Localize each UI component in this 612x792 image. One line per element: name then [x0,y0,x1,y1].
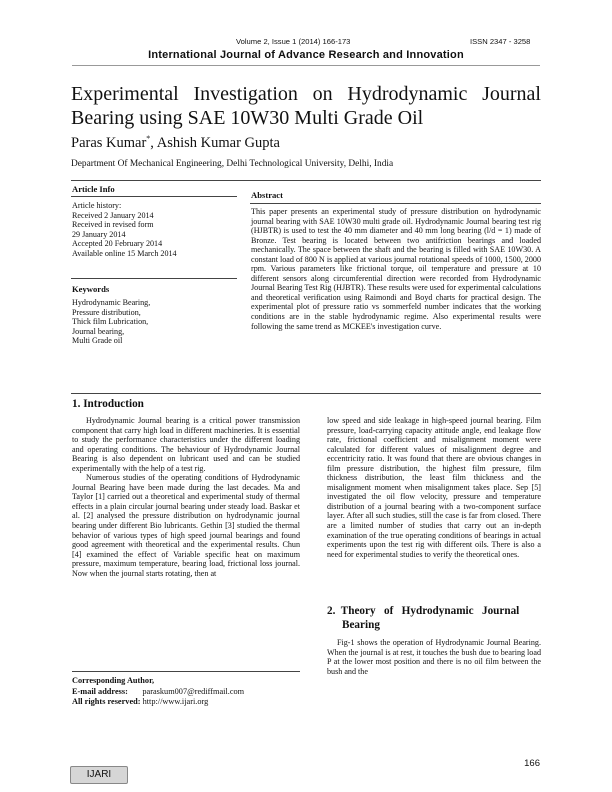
journal-url[interactable]: http://www.ijari.org [142,697,209,706]
correspondence-heading: Corresponding Author, [72,676,155,685]
theory-heading [327,604,541,632]
author-second: , Ashish Kumar Gupta [150,134,280,151]
corresponding-author-mark: * [146,134,151,143]
keywords-rule [71,278,237,279]
theory-heading-line: Bearing [342,619,380,631]
keyword: Journal bearing, [72,326,125,336]
affiliation: Department Of Mechanical Engineering, Delhi Technological University, Delhi, India [71,159,394,169]
theory-paragraph: Fig-1 shows the operation of Hydrodynamic Journal Bearing. When the journal is at rest, it touches the bush due to bearing load P at the lower most position and there is no oil film between the bush and the [327,638,541,676]
history-item: Accepted 20 February 2014 [72,239,163,249]
keyword: Multi Grade oil [72,336,123,346]
abstract-heading-rule [250,203,541,204]
theory-heading-line: 2. Theory of Hydrodynamic Journal [327,605,520,617]
right-column [327,416,541,559]
intro-paragraph: Numerous studies of the operating conditions of Hydrodynamic Journal Bearing have been made during the last decades. Ma and Taylor [1] carried out a theoretical and experimental study of thermal effects in a plain circular journal bearing under steady load. Baskar et al. [2] analysed the pressure distribution on hydrodynamic journal bearing under different Bio lubricants. Gethin [3] studied the thermal behavior of various types of high speed journal bearings and found good agreement with theoretical and the experimental results. Chun [4] examined the effect of Variable specific heat on maximum pressure, maximum temperature, bearing load, frictional loss journal. Now when the journal starts rotating, then at [72,473,300,578]
info-top-rule [71,180,541,181]
info-bottom-rule [71,393,541,394]
paper-title: Experimental Investigation on Hydrodynamic Journal Bearing using SAE 10W30 Multi Grade Oil [71,83,541,129]
article-info-heading: Article Info [72,184,115,194]
email-label: E-mail address: [72,686,128,696]
author-first: Paras Kumar [71,134,147,151]
intro-paragraph: low speed and side leakage in high-speed journal bearing. Film pressure, load-carrying capacity attitude angle, end leakage flow rate, frictional coefficient and misalignment moment were calculated for different values of misalignment degree and eccentricity ratio. It was found that there are obvious changes in film pressure distribution, the highest film pressure, film thickness distribution, the least film thickness and the misalignment moment when misalignment takes place. Sep [5] investigated the oil flow velocity, pressure and temperature distribution of a journal bearing with a two-component surface layer. After all such studies, still the case is far from closed. There are a limited number of studies that carry out an in-depth examination of the true operating conditions of bearings in actual experiments upon the test rig with different oils. There is also a need for experimental studies to verify the theoretical ones. [327,416,541,559]
issn-number: ISSN 2347 - 3258 [470,37,531,46]
author-email[interactable]: paraskum007@rediffmail.com [142,686,245,696]
info-heading-rule [71,196,237,197]
keywords-heading: Keywords [72,284,110,294]
history-item: Available online 15 March 2014 [72,248,177,258]
abstract-heading: Abstract [251,190,283,200]
keyword: Thick film Lubrication, [72,317,149,327]
history-item: Received in revised form [72,220,154,230]
intro-heading: 1. Introduction [72,398,144,410]
ijari-footer-badge: IJARI [70,766,128,784]
abstract-text: This paper presents an experimental study of pressure distribution on hydrodynamic journal bearing with SAE 10W30 multi grade oil. Hydrodynamic Journal bearing test rig (HJBTR) is used to test the 40 mm diameter and 40 mm long bearing (l/d = 1) made of Bronze. Test bearing is located between two antifriction bearings and loaded mechanically. The space between the shaft and the bearing is filled with SAE 10W30. A constant load of 800 N is applied at various journal rotational speeds of 1000, 1500, 2000 rpm. Various parameters like frictional torque, oil temperature and pressure at 10 different sensors along circumferential direction were recorded from Hydrodynamic Journal Bearing Test Rig (HJBTR). These results were used for experimental calculations and theoretical verification using Raimondi and Boyd charts for practical design. The experimental plot of pressure ratio vs sommerfeld number indicates that the working conditions are in the stable hydrodynamic regime. Also experimental results were following the same trend as MCKEE's investigation curve. [251,207,541,331]
keyword: Hydrodynamic Bearing, [72,298,151,307]
history-item: 29 January 2014 [72,229,126,239]
history-item: Received 2 January 2014 [72,210,154,220]
correspondence-block [72,676,300,708]
volume-issue-line: Volume 2, Issue 1 (2014) 166-173 [236,37,351,46]
journal-title: International Journal of Advance Research and Innovation [148,49,464,61]
theory-body [327,638,541,676]
footnote-rule [72,671,300,672]
page-number: 166 [524,758,540,769]
keyword-list [72,298,237,346]
rights-label: All rights reserved: [72,697,141,706]
article-history [72,201,237,259]
left-column [72,416,300,578]
author-list [71,134,280,152]
header-divider [72,65,540,66]
intro-paragraph: Hydrodynamic Journal bearing is a critical power transmission component that carry high load in different machineries. It is essential to study the performance characteristics under the different loading and operating conditions. The behaviour of Hydrodynamic Journal Bearing is also dependent on lubricant used and can be studied experimentally with the help of a test rig. [72,416,300,473]
history-label: Article history: [72,201,122,210]
keyword: Pressure distribution, [72,307,141,317]
